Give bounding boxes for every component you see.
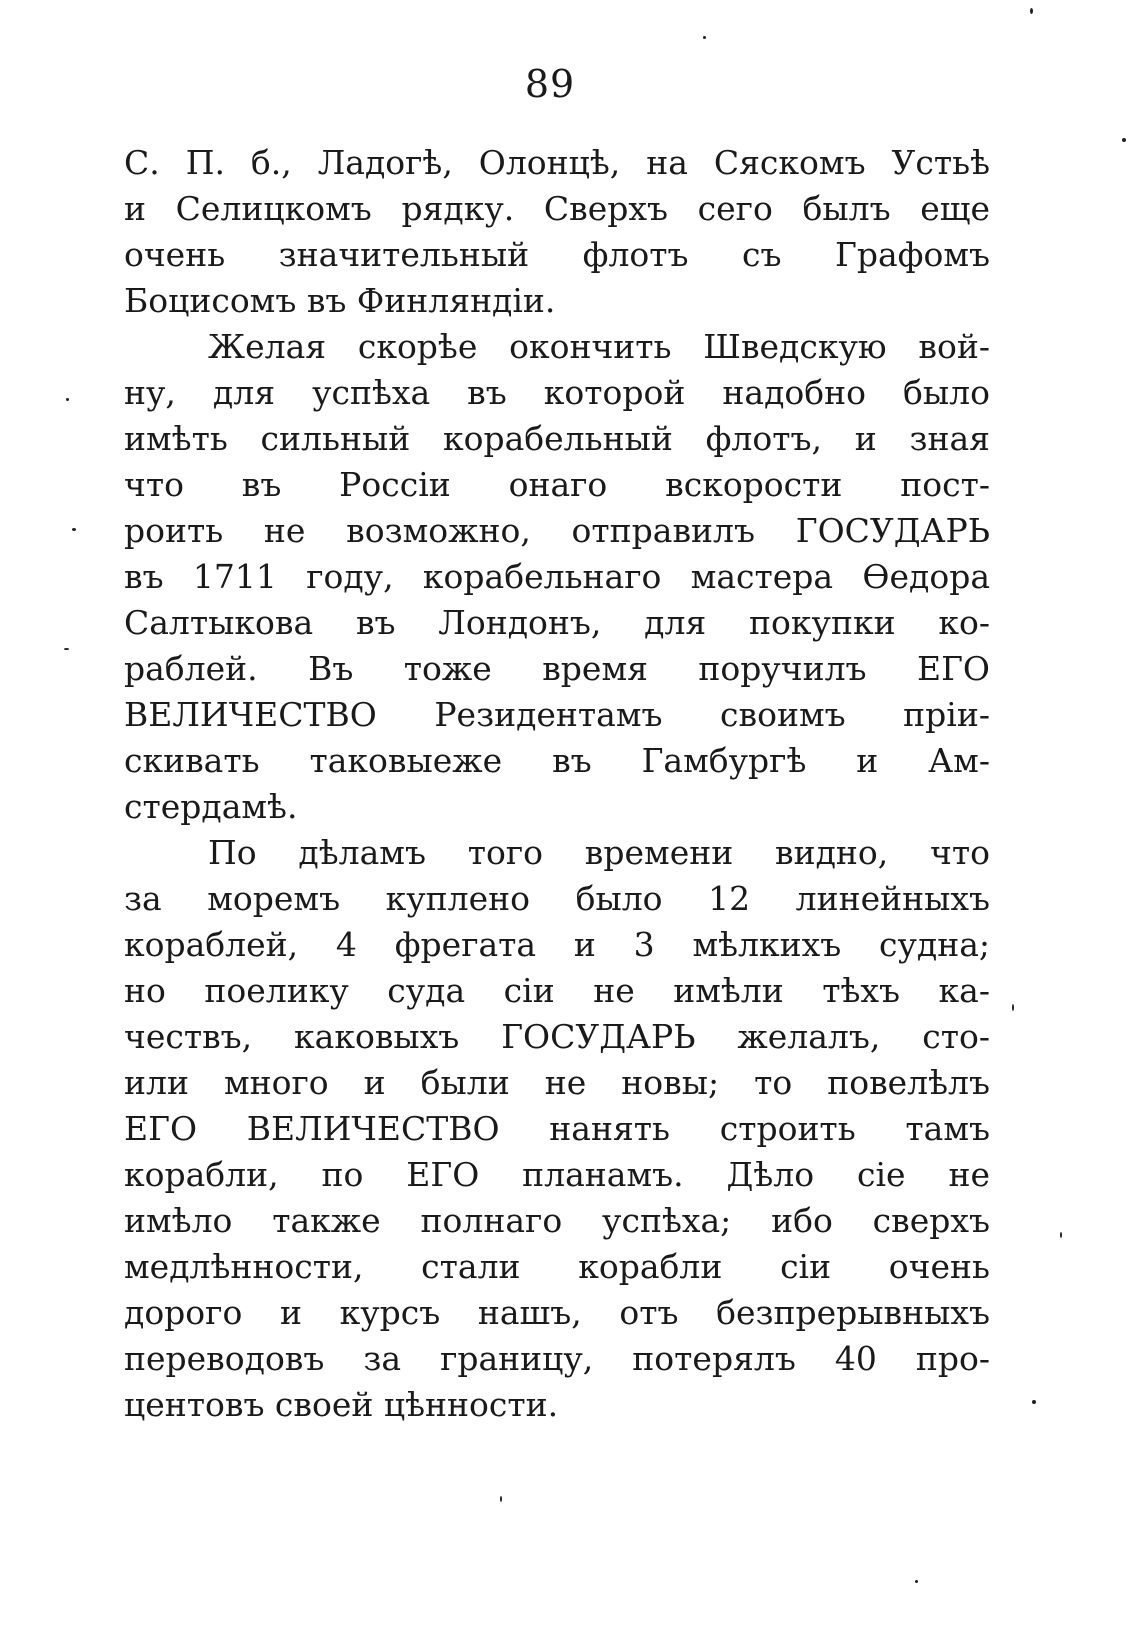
text-line: но поелику суда сіи не имѣли тѣхъ ка- [124, 971, 990, 1010]
text-line: что въ Россіи онаго вскорости пост- [124, 465, 990, 504]
text-line: роить не возможно, отправилъ ГОСУДАРЬ [124, 511, 990, 550]
page-number: 89 [524, 62, 576, 106]
text-line: Салтыкова въ Лондонъ, для покупки ко- [124, 603, 990, 642]
text-line: ну, для успѣха въ которой надобно было [124, 373, 990, 412]
text-line: С. П. б., Ладогѣ, Олонцѣ, на Сяскомъ Устьѣ [124, 143, 990, 182]
text-line: очень значительный флотъ съ Графомъ [124, 235, 990, 274]
scan-speck [1032, 1400, 1036, 1404]
scan-speck [1122, 138, 1126, 142]
paragraph-first-line: По дѣламъ того времени видно, что [208, 833, 990, 872]
text-line: дорого и курсъ нашъ, отъ безпрерывныхъ [124, 1293, 990, 1332]
scan-speck [1060, 1232, 1062, 1238]
text-line: чествъ, каковыхъ ГОСУДАРЬ желалъ, сто- [124, 1017, 990, 1056]
body-text [124, 140, 990, 1428]
scan-speck [500, 1496, 502, 1502]
scan-speck [703, 36, 706, 39]
text-line: ВЕЛИЧЕСТВО Резидентамъ своимъ пріи- [124, 695, 990, 734]
text-line: кораблей, 4 фрегата и 3 мѣлкихъ судна; [124, 925, 990, 964]
text-line: или много и были не новы; то повелѣлъ [124, 1063, 990, 1102]
text-line: корабли, по ЕГО планамъ. Дѣло сіе не [124, 1155, 990, 1194]
text-line: въ 1711 году, корабельнаго мастера Ѳедора [124, 557, 990, 596]
text-line: стердамѣ. [124, 787, 298, 826]
text-line: переводовъ за границу, потерялъ 40 про- [124, 1339, 990, 1378]
text-line: центовъ своей цѣнности. [124, 1385, 559, 1424]
text-line: имѣло также полнаго успѣха; ибо сверхъ [124, 1201, 990, 1240]
scan-speck [64, 648, 69, 650]
text-line: имѣть сильный корабельный флотъ, и зная [124, 419, 990, 458]
paragraph-first-line: Желая скорѣе окончить Шведскую вой- [208, 327, 990, 366]
text-line: за моремъ куплено было 12 линейныхъ [124, 879, 990, 918]
text-line: ЕГО ВЕЛИЧЕСТВО нанять строить тамъ [124, 1109, 990, 1148]
scan-speck [915, 1580, 918, 1583]
text-line: медлѣнности, стали корабли сіи очень [124, 1247, 990, 1286]
scan-speck [1012, 1004, 1014, 1011]
scan-speck [72, 528, 76, 531]
text-line: Боцисомъ въ Финляндіи. [124, 281, 556, 320]
scan-speck [66, 398, 69, 401]
text-line: раблей. Въ тоже время поручилъ ЕГО [124, 649, 990, 688]
scan-speck [1030, 8, 1033, 14]
text-line: скивать таковыеже въ Гамбургѣ и Ам- [124, 741, 990, 780]
text-line: и Селицкомъ рядку. Сверхъ сего былъ еще [124, 189, 990, 228]
